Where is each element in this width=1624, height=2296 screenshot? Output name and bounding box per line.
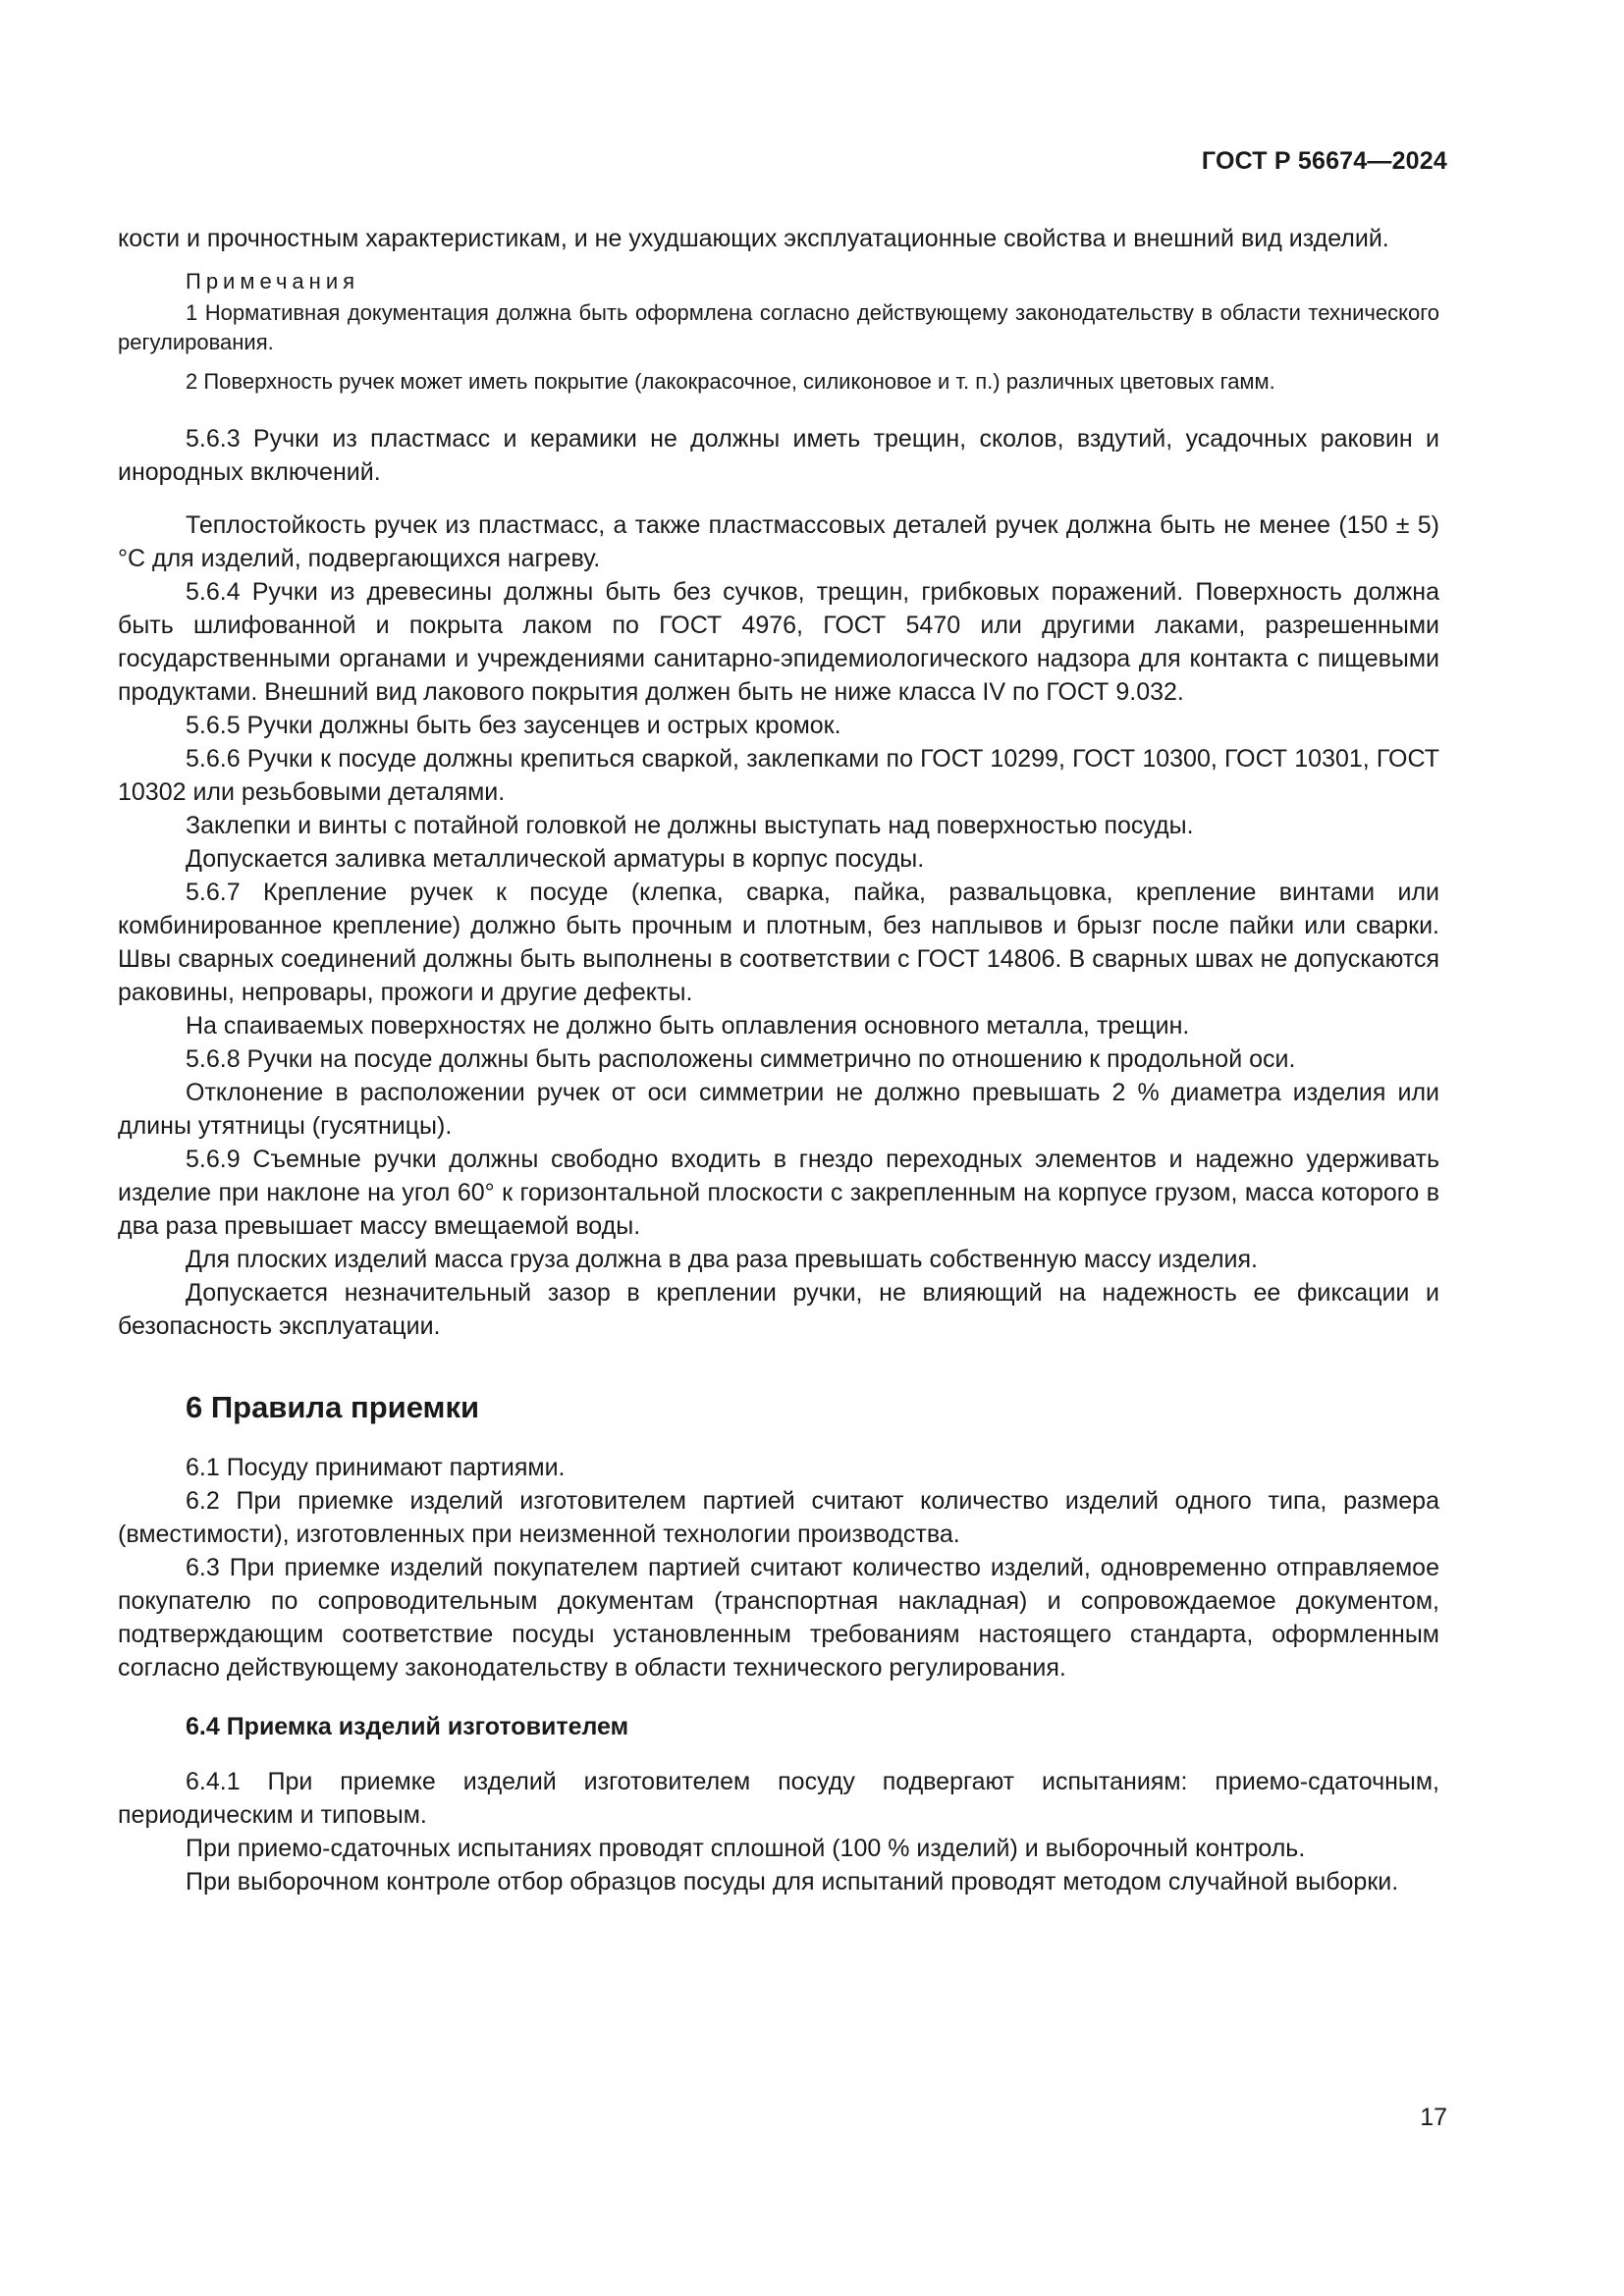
clause-5-6-3: 5.6.3 Ручки из пластмасс и керамики не должны иметь трещин, сколов, вздутий, усадочных раковин и инородных включений. bbox=[118, 425, 1439, 486]
clause-5-6-8: 5.6.8 Ручки на посуде должны быть расположены симметрично по отношению к продольной оси. bbox=[186, 1045, 1296, 1073]
paragraph-rivets: Заклепки и винты с потайной головкой не должны выступать над поверхностью посуды. bbox=[186, 812, 1194, 839]
document-header: ГОСТ Р 56674—2024 bbox=[1201, 147, 1447, 175]
clause-6-4-1: 6.4.1 При приемке изделий изготовителем посуду подвергают испытаниям: приемо-сдаточным, периодическим и типовым. bbox=[118, 1768, 1439, 1829]
paragraph-deviation: Отклонение в расположении ручек от оси симметрии не должно превышать 2 % диаметра изделия или длины утятницы (гусятницы). bbox=[118, 1079, 1439, 1140]
clause-6-3: 6.3 При приемке изделий покупателем партией считают количество изделий, одновременно отправляемое покупателю по сопроводительным документам (транспортная накладная) и сопровождаемое документом, подтверждающим соответствие посуды установленным требованиям настоящего стандарта, оформленным согласно действующему законодательству в области технического регулирования. bbox=[118, 1554, 1439, 1682]
notes-title: Примечания bbox=[186, 269, 360, 294]
paragraph-flat-items: Для плоских изделий масса груза должна в два раза превышать собственную массу изделия. bbox=[186, 1246, 1258, 1273]
clause-6-2: 6.2 При приемке изделий изготовителем партией считают количество изделий одного типа, размера (вместимости), изготовленных при неизменной технологии производства. bbox=[118, 1487, 1439, 1548]
clause-5-6-7: 5.6.7 Крепление ручек к посуде (клепка, сварка, пайка, развальцовка, крепление винтами или комбинированное крепление) должно быть прочным и плотным, без наплывов и брызг после пайки или сварки. Швы сварных соединений должны быть выполнены в соответствии с ГОСТ 14806. В сварных швах не допускаются раковины, непровары, прожоги и другие дефекты. bbox=[118, 879, 1439, 1006]
paragraph-heat-resistance: Теплостойкость ручек из пластмасс, а также пластмассовых деталей ручек должна быть не менее (150 ± 5) °С для изделий, подвергающихся нагреву. bbox=[118, 511, 1439, 572]
clause-6-1: 6.1 Посуду принимают партиями. bbox=[186, 1454, 566, 1481]
note-1: 1 Нормативная документация должна быть оформлена согласно действующему законодательству в области технического регулирования. bbox=[118, 300, 1439, 354]
paragraph-gap: Допускается незначительный зазор в креплении ручки, не влияющий на надежность ее фиксации и безопасность эксплуатации. bbox=[118, 1279, 1439, 1340]
paragraph-casting: Допускается заливка металлической арматуры в корпус посуды. bbox=[186, 845, 925, 873]
clause-5-6-5: 5.6.5 Ручки должны быть без заусенцев и острых кромок. bbox=[186, 712, 841, 739]
note-2: 2 Поверхность ручек может иметь покрытие (лакокрасочное, силиконовое и т. п.) различных цветовых гамм. bbox=[186, 369, 1275, 394]
section-6-4-heading: 6.4 Приемка изделий изготовителем bbox=[186, 1713, 629, 1740]
paragraph-continuation: кости и прочностным характеристикам, и не ухудшающих эксплуатационные свойства и внешний вид изделий. bbox=[118, 225, 1389, 252]
paragraph-soldering: На спаиваемых поверхностях не должно быть оплавления основного металла, трещин. bbox=[186, 1012, 1190, 1040]
paragraph-sampling: При выборочном контроле отбор образцов посуды для испытаний проводят методом случайной выборки. bbox=[186, 1868, 1399, 1896]
paragraph-acceptance-tests: При приемо-сдаточных испытаниях проводят сплошной (100 % изделий) и выборочный контроль. bbox=[186, 1835, 1306, 1862]
clause-5-6-4: 5.6.4 Ручки из древесины должны быть без сучков, трещин, грибковых поражений. Поверхность должна быть шлифованной и покрыта лаком по ГОСТ 4976, ГОСТ 5470 или другими лаками, разрешенными государственными органами и учреждениями санитарно-эпидемиологического надзора для контакта с пищевыми продуктами. Внешний вид лакового покрытия должен быть не ниже класса IV по ГОСТ 9.032. bbox=[118, 578, 1439, 706]
clause-5-6-6: 5.6.6 Ручки к посуде должны крепиться сваркой, заклепками по ГОСТ 10299, ГОСТ 10300, ГОСТ 10301, ГОСТ 10302 или резьбовыми деталями. bbox=[118, 745, 1439, 806]
document-body bbox=[118, 222, 1439, 1898]
page-number: 17 bbox=[1420, 2104, 1447, 2131]
section-6-heading: 6 Правила приемки bbox=[186, 1390, 480, 1424]
clause-5-6-9: 5.6.9 Съемные ручки должны свободно входить в гнездо переходных элементов и надежно удерживать изделие при наклоне на угол 60° к горизонтальной плоскости с закрепленным на корпусе грузом, масса которого в два раза превышает массу вмещаемой воды. bbox=[118, 1146, 1439, 1240]
